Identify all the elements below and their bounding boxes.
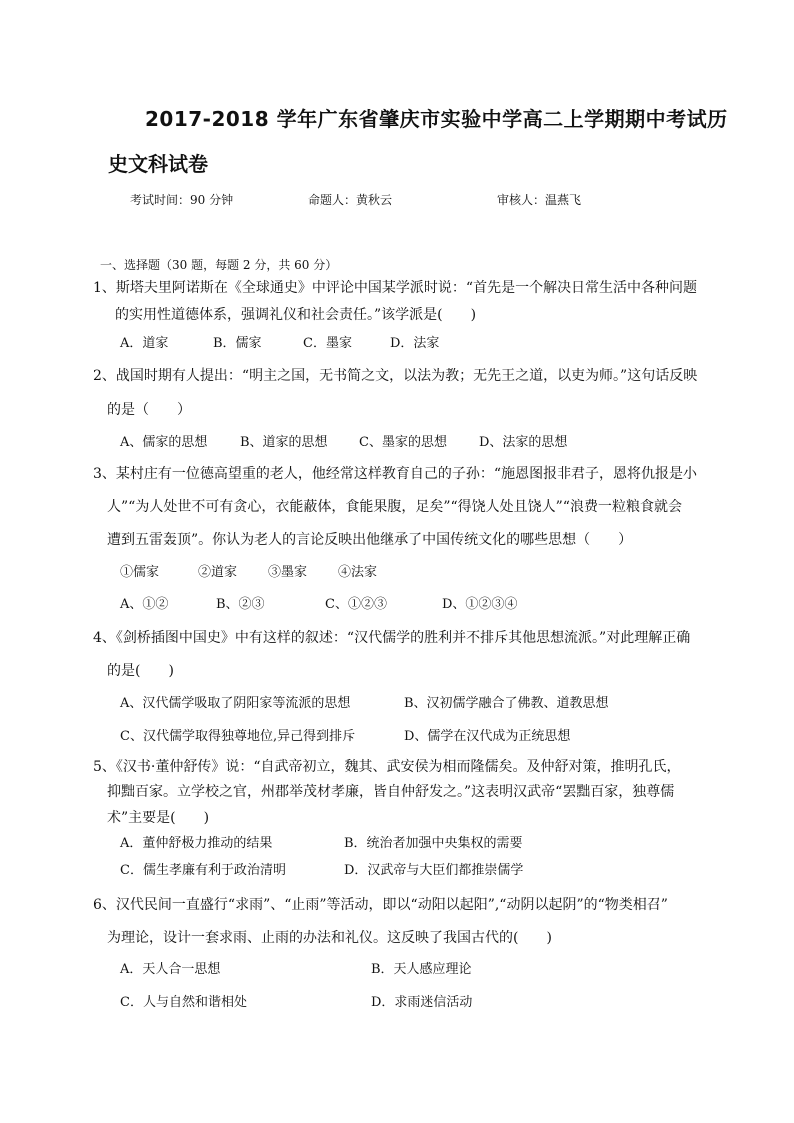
question-5-option-a: A．董仲舒极力推动的结果: [120, 836, 273, 851]
question-2-option-c: C、墨家的思想: [359, 435, 447, 450]
question-3-choice-3: ③墨家: [268, 565, 308, 580]
question-3-option-d: D、①②③④: [442, 597, 518, 612]
question-3-stem-line-3: 遭到五雷轰顶”。你认为老人的言论反映出他继承了中国传统文化的哪些思想（ ）: [107, 532, 633, 548]
question-2-option-b: B、道家的思想: [240, 435, 328, 450]
exam-time: 考试时间：90 分钟: [130, 193, 234, 207]
question-2-option-a: A、儒家的思想: [120, 435, 208, 450]
question-2-stem-line-1: 2、战国时期有人提出：“明主之国，无书简之文，以法为教；无先王之道，以吏为师。”这句话反映: [93, 368, 698, 384]
question-4-option-d: D、儒学在汉代成为正统思想: [404, 729, 571, 744]
question-3-stem-line-2: 人”“为人处世不可有贪心，衣能蔽体，食能果腹，足矣”“得饶人处且饶人”“浪费一粒粮食就会: [107, 499, 682, 515]
question-4-option-b: B、汉初儒学融合了佛教、道教思想: [404, 696, 609, 711]
question-5-option-b: B．统治者加强中央集权的需要: [344, 836, 523, 851]
question-5-option-c: C．儒生孝廉有利于政治清明: [120, 863, 286, 878]
question-1-stem-line-1: 1、斯塔夫里阿诺斯在《全球通史》中评论中国某学派时说：“首先是一个解决日常生活中各种问题: [93, 280, 698, 296]
question-4-option-a: A、汉代儒学吸取了阴阳家等流派的思想: [120, 696, 351, 711]
question-4-stem-line-1: 4、《剑桥插图中国史》中有这样的叙述：“汉代儒学的胜利并不排斥其他思想流派。”对此理解正确: [93, 630, 691, 646]
question-3-choice-2: ②道家: [198, 565, 238, 580]
exam-title-line2: 史文科试卷: [108, 152, 208, 176]
question-3-choice-4: ④法家: [338, 565, 378, 580]
question-setter: 命题人：黄秋云: [308, 193, 393, 207]
question-6-stem-line-1: 6、汉代民间一直盛行“求雨”、“止雨”等活动，即以“动阳以起阳”,“动阴以起阴”的“物类相召”: [93, 897, 668, 913]
question-6-option-a: A．天人合一思想: [120, 962, 221, 977]
question-1-option-c: C．墨家: [303, 336, 352, 351]
question-5-option-d: D．汉武帝与大臣们都推崇儒学: [344, 863, 524, 878]
question-3-option-b: B、②③: [216, 597, 265, 612]
question-1-option-a: A．道家: [120, 336, 169, 351]
question-1-option-d: D．法家: [390, 336, 440, 351]
question-reviewer: 审核人：温燕飞: [497, 193, 582, 207]
question-3-option-c: C、①②③: [325, 597, 387, 612]
question-3-option-a: A、①②: [120, 597, 169, 612]
section-heading: 一、选择题（30 题，每题 2 分，共 60 分）: [100, 258, 338, 272]
question-4-option-c: C、汉代儒学取得独尊地位,异己得到排斥: [120, 729, 356, 744]
question-6-option-c: C．人与自然和谐相处: [120, 995, 247, 1010]
question-4-stem-line-2: 的是( ): [107, 663, 174, 679]
question-6-option-d: D．求雨迷信活动: [371, 995, 473, 1010]
question-6-option-b: B．天人感应理论: [371, 962, 472, 977]
question-3-stem-line-1: 3、某村庄有一位德高望重的老人，他经常这样教育自己的子孙：“施恩图报非君子，恩将仇报是小: [93, 466, 698, 482]
exam-title-line1: 2017-2018 学年广东省肇庆市实验中学高二上学期期中考试历: [145, 107, 728, 131]
question-5-stem-line-1: 5、《汉书·董仲舒传》说：“自武帝初立，魏其、武安侯为相而隆儒矣。及仲舒对策，推明孔氏，: [93, 759, 681, 775]
question-2-option-d: D、法家的思想: [479, 435, 568, 450]
question-5-stem-line-3: 术”主要是( ): [107, 810, 210, 826]
question-3-choice-1: ①儒家: [120, 565, 160, 580]
question-6-stem-line-2: 为理论，设计一套求雨、止雨的办法和礼仪。这反映了我国古代的( ): [107, 930, 552, 946]
question-1-stem-line-2: 的实用性道德体系，强调礼仪和社会责任。”该学派是( ): [115, 307, 477, 323]
question-5-stem-line-2: 抑黜百家。立学校之官，州郡举茂材孝廉，皆自仲舒发之。”这表明汉武帝“罢黜百家，独尊儒: [107, 784, 675, 800]
question-1-option-b: B．儒家: [213, 336, 262, 351]
question-2-stem-line-2: 的是（ ）: [107, 402, 191, 418]
